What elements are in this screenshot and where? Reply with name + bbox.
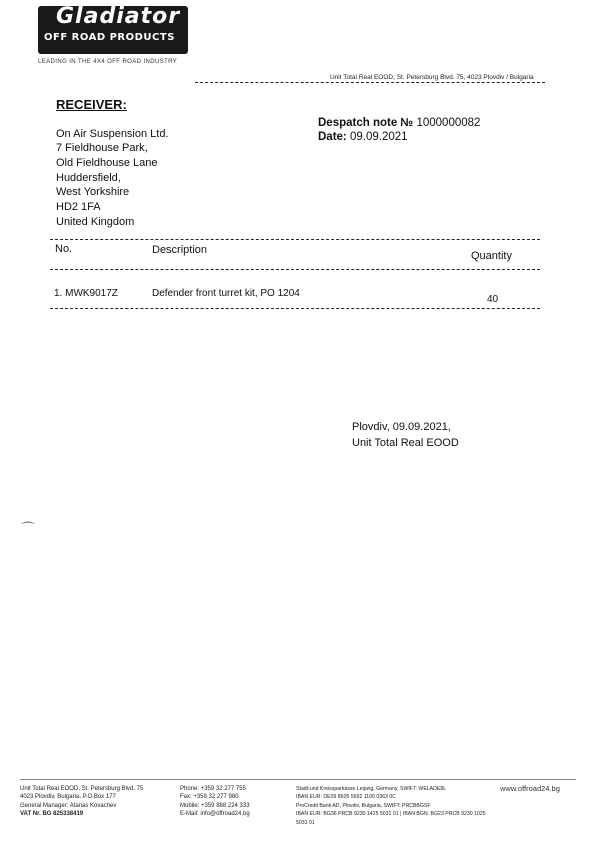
column-header-quantity: Quantity [471, 250, 512, 262]
footer-bank-line: IBAN EUR: BG36 PRCB 9230 1425 5031 01 | IBAN BGN: BG23 PRCB 9230 1025 5031 01 [296, 811, 486, 826]
logo-brand-text: Gladiator [56, 4, 181, 29]
receiver-line: Huddersfield, [56, 172, 121, 184]
footer-divider [20, 779, 576, 780]
column-header-no: No. [55, 243, 73, 255]
table-top-divider [50, 239, 540, 240]
receiver-line: On Air Suspension Ltd. [56, 128, 169, 140]
footer-website: www.offroad24.bg [500, 784, 560, 793]
despatch-date [318, 131, 408, 143]
table-bottom-divider [50, 308, 540, 309]
despatch-note-number: 1000000082 [416, 117, 481, 129]
item-number: 1. MWK9017Z [54, 288, 118, 299]
logo-subtitle: OFF ROAD PRODUCTS [44, 32, 175, 43]
item-quantity: 40 [487, 294, 499, 305]
column-header-description: Description [152, 244, 208, 256]
footer-bank-line: ProCredit Bank AD, Plovdiv, Bulgaria, SWIFT: PRCBBGSF [296, 802, 431, 809]
signature-company: Unit Total Real EOOD [352, 437, 459, 449]
receiver-line: United Kingdom [56, 216, 135, 228]
receiver-line: West Yorkshire [56, 186, 130, 198]
despatch-note-label: Despatch note № [318, 117, 414, 129]
receiver-heading: RECEIVER: [56, 97, 127, 112]
despatch-note-title [318, 117, 480, 129]
footer-company-line: 4023 Plovdiv, Bulgaria, P.O.Box 177 [20, 794, 116, 801]
table-header-divider [50, 269, 540, 270]
footer-contact-line: Phone: +359 32 277 755 [180, 786, 246, 792]
footer-company-block [20, 785, 143, 819]
scan-mark: ⌒ [21, 521, 35, 537]
date-label: Date: [318, 131, 347, 143]
footer-company-line: General Manager: Atanas Kovachev [20, 802, 117, 809]
signature-place-date: Plovdiv, 09.09.2021, [352, 421, 451, 433]
footer-bank-block [296, 785, 496, 827]
footer-bank-line: IBAN EUR: DE09 8605 5592 1100 0363 0C [296, 794, 396, 801]
receiver-line: 7 Fieldhouse Park, [56, 142, 148, 154]
item-description: Defender front turret kit, PO 1204 [152, 288, 300, 299]
footer-contact-line: Mobile: +359 888 224 333 [180, 802, 250, 809]
sender-address: Unit Total Real EOOD, St. Petersburg Blvd. 75, 4023 Plovdiv / Bulgaria [330, 74, 534, 81]
footer-company-line: Unit Total Real EOOD, St. Petersburg Blvd. 75 [20, 786, 144, 792]
receiver-line: Old Fieldhouse Lane [56, 157, 158, 169]
footer-company-line: VAT Nr. BG 825338419 [20, 811, 84, 818]
table-row [0, 286, 596, 305]
footer-contact-line: Fax: +359 32 277 980 [180, 794, 239, 801]
footer-bank-line: Stadt-und Kreissparkasse Leipzig, Germany, SWIFT: WELADE8L [296, 786, 447, 792]
footer-contact-block [180, 785, 250, 819]
header-divider [195, 82, 545, 83]
footer-contact-line: E-Mail: info@offroad24.bg [180, 811, 250, 818]
receiver-line: HD2 1FA [56, 201, 101, 213]
logo-tagline: LEADING IN THE 4X4 OFF ROAD INDUSTRY [38, 59, 178, 65]
date-value: 09.09.2021 [349, 131, 408, 143]
